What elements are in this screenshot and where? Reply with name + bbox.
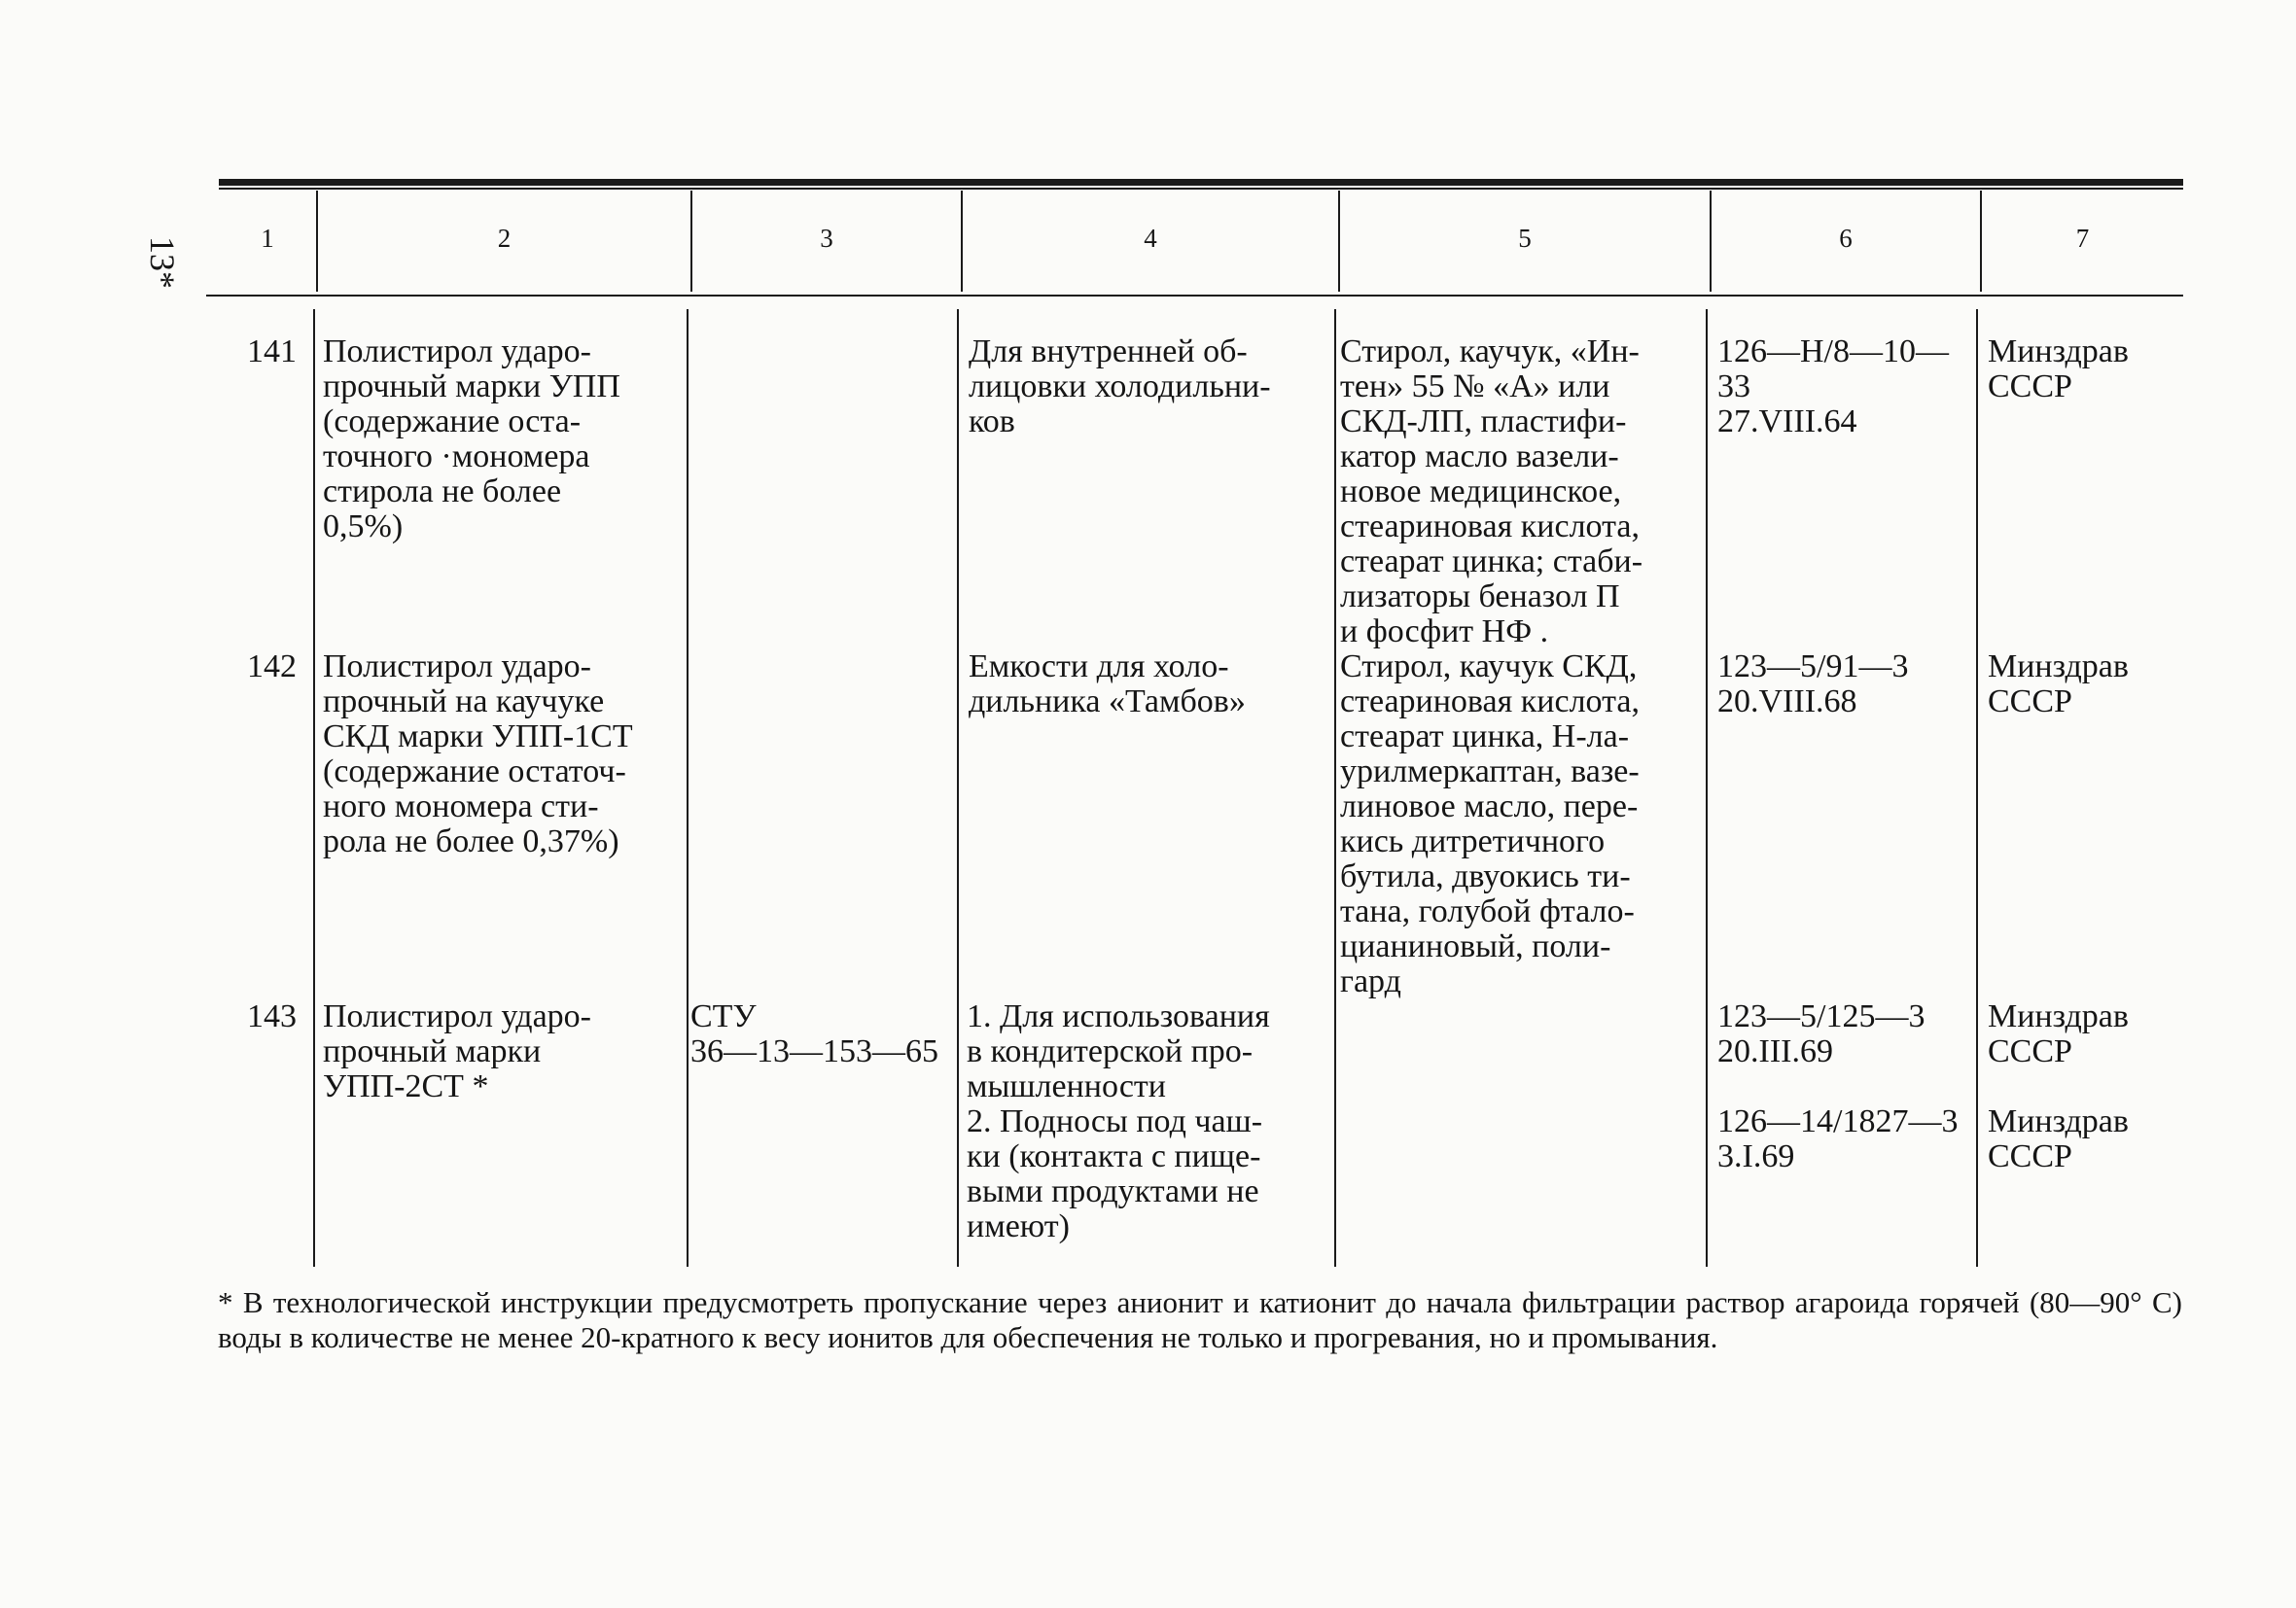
material-name: Полистирол ударо- прочный марки УПП-2СТ * bbox=[323, 998, 592, 1104]
header-col-6: 6 bbox=[1839, 224, 1853, 253]
purpose: 1. Для использования в кондитерской про- мышленности 2. Подносы под чаш- ки (контакта с пище- выми продуктами не имеют) bbox=[967, 998, 1270, 1244]
row-number: 143 bbox=[247, 998, 297, 1034]
permit-number: 126—Н/8—10— 33 27.VIII.64 bbox=[1717, 333, 1949, 439]
row-number: 142 bbox=[247, 648, 297, 684]
permit-number-2: 126—14/1827—3 3.I.69 bbox=[1717, 1103, 1959, 1174]
footnote: * В технологической инструкции предусмотреть пропускание через анионит и катионит до начала фильтрации раствор агароида горячей (80—90° С) воды в количестве не менее 20-кратного к весу ионитов для обеспечения не только и прогревания, но и промывания. bbox=[218, 1285, 2182, 1354]
material-name: Полистирол ударо- прочный марки УПП (содержание оста- точного ·мономера стирола не более 0,5%) bbox=[323, 333, 620, 544]
body-divider-1 bbox=[313, 309, 315, 1267]
standard: СТУ 36—13—153—65 bbox=[690, 998, 938, 1069]
header-col-4: 4 bbox=[1144, 224, 1157, 253]
header-col-2: 2 bbox=[497, 224, 512, 253]
permit-number: 123—5/125—3 20.III.69 bbox=[1717, 998, 1925, 1069]
table-top-rule-thin bbox=[219, 188, 2183, 190]
body-divider-3 bbox=[957, 309, 959, 1267]
authority: Минздрав СССР bbox=[1988, 333, 2129, 404]
table-header-rule bbox=[206, 295, 2183, 297]
header-col-1: 1 bbox=[261, 224, 274, 253]
header-col-5: 5 bbox=[1518, 224, 1532, 253]
composition: Стирол, каучук, «Ин- тен» 55 № «А» или СКД-ЛП, пластифи- катор масло вазели- новое медицинское, стеариновая кислота, стеарат цинка; стаби- лизаторы беназол П и фосфит НФ . bbox=[1340, 333, 1643, 649]
body-divider-5 bbox=[1706, 309, 1708, 1267]
authority-2: Минздрав СССР bbox=[1988, 1103, 2129, 1174]
purpose: Для внутренней об- лицовки холодильни- ков bbox=[969, 333, 1271, 439]
page-number: 13* bbox=[143, 236, 182, 289]
header-col-3: 3 bbox=[820, 224, 833, 253]
authority: Минздрав СССР bbox=[1988, 998, 2129, 1069]
body-divider-2 bbox=[687, 309, 689, 1267]
body-divider-4 bbox=[1334, 309, 1336, 1267]
material-name: Полистирол ударо- прочный на каучуке СКД марки УПП-1СТ (содержание остаточ- ного мономера сти- рола не более 0,37%) bbox=[323, 648, 633, 859]
header-col-7: 7 bbox=[2075, 224, 2090, 253]
table-top-rule bbox=[219, 179, 2183, 186]
purpose: Емкости для холо- дильника «Тамбов» bbox=[969, 648, 1246, 719]
permit-number: 123—5/91—3 20.VIII.68 bbox=[1717, 648, 1909, 719]
composition: Стирол, каучук СКД, стеариновая кислота, стеарат цинка, Н-ла- урилмеркаптан, вазе- линовое масло, пере- кись дитретичного бутила, двуокись ти- тана, голубой фтало- цианиновый, поли- гард bbox=[1340, 648, 1640, 999]
authority: Минздрав СССР bbox=[1988, 648, 2129, 719]
row-number: 141 bbox=[247, 333, 297, 369]
